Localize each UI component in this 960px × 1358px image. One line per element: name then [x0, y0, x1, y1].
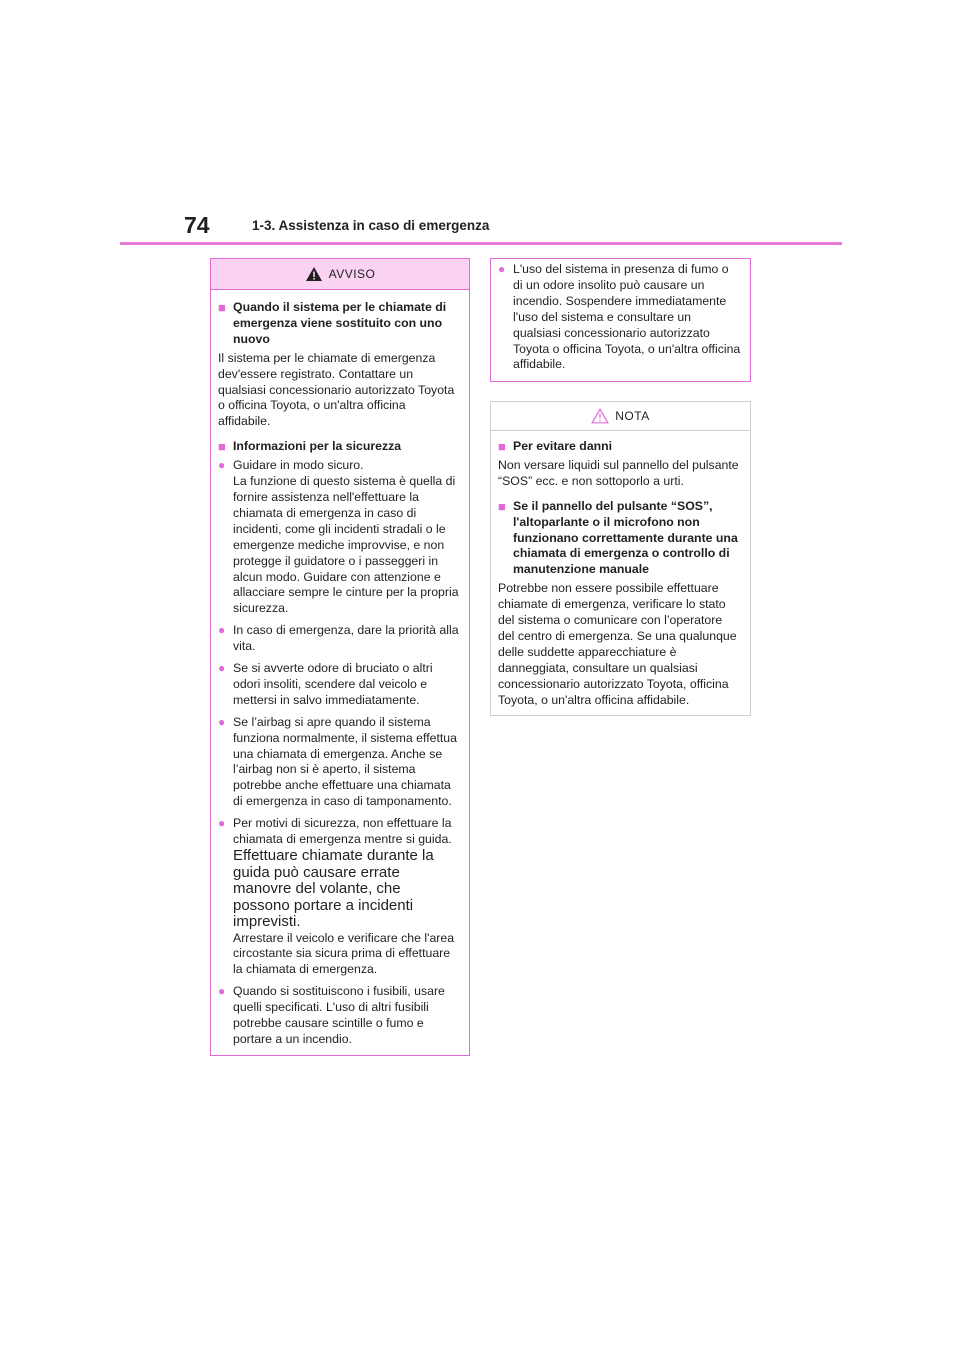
round-bullet-icon: ●: [218, 458, 226, 473]
warning-continued-box: [490, 258, 751, 382]
caution-triangle-icon: [591, 408, 609, 424]
note-header: [491, 402, 750, 431]
section-title: 1-3. Assistenza in caso di emergenza: [252, 218, 490, 233]
round-bullet-icon: ●: [218, 714, 226, 729]
note-heading-2: ■ Se il pannello del pulsante “SOS”, l'altoparlante o il microfono non funzionano correttamente durante una chiamata di emergenza o controllo di manutenzione manuale: [498, 498, 738, 577]
header-rule: [120, 242, 842, 245]
round-bullet-icon: ●: [498, 262, 506, 276]
list-item: ● L'uso del sistema in presenza di fumo o di un odore insolito può causare un incendio. Sospendere immediatamente l'uso del sistema e consultare un qualsiasi concessionario autorizzato Toyota o officina Toyota, o un'altra officina affidabile.: [498, 262, 741, 372]
note-text-2: Potrebbe non essere possibile effettuare chiamate di emergenza, verificare lo stato del sistema o comunicare con l’operatore del centro di emergenza. Se una qualunque delle suddette apparecchiature è danneggiata, consultare un qualsiasi concessionario autorizzato Toyota, officina Toyota, o un'altra officina affidabile.: [498, 581, 737, 707]
round-bullet-icon: ●: [218, 661, 226, 676]
list-item: ● Quando si sostituiscono i fusibili, usare quelli specificati. L'uso di altri fusibili potrebbe causare scintille o fumo e portare a un incendio.: [218, 984, 445, 1046]
list-item: [218, 816, 460, 978]
round-bullet-icon: ●: [218, 623, 226, 638]
list-item: ● In caso di emergenza, dare la priorità alla vita.: [218, 623, 459, 654]
list-item: ● Guidare in modo sicuro. La funzione di questo sistema è quella di fornire assistenza nell'effettuare la chiamata di emergenza in caso di incidenti, come gli incidenti stradali o le emergenze mediche improvvise, e non protegge il guidatore o i passeggeri in alcun modo. Guidare con attenzione e allacciare sempre le cinture per la propria sicurezza.: [218, 458, 459, 616]
round-bullet-icon: ●: [218, 984, 226, 999]
warning-header: [211, 259, 469, 290]
bullet-text-c: Arrestare il veicolo e verificare che l'area circostante sia sicura prima di effettuare la chiamata di emergenza.: [233, 930, 455, 977]
square-bullet-icon: ■: [498, 498, 506, 514]
warning-heading-1: ■ Quando il sistema per le chiamate di emergenza viene sostituito con uno nuovo: [218, 300, 447, 346]
warning-triangle-icon: [305, 266, 323, 282]
note-text-1: Non versare liquidi sul pannello del pulsante “SOS” ecc. e non sottoporlo a urti.: [498, 457, 739, 488]
bullet-text-b: Effettuare chiamate durante la guida può causare errate manovre del volante, che possono portare a incidenti imprevisti.: [233, 847, 434, 930]
warning-text-1: Il sistema per le chiamate di emergenza dev'essere registrato. Contattare un qualsiasi concessionario autorizzato Toyota o officina Toyota, o un'altra officina affidabile.: [218, 350, 455, 429]
warning-title: AVVISO: [328, 267, 376, 281]
warning-box: [210, 258, 470, 1056]
list-item: ● Se si avverte odore di bruciato o altri odori insoliti, scendere dal veicolo e mettersi in salvo immediatamente.: [218, 661, 433, 707]
square-bullet-icon: ■: [498, 439, 506, 454]
page-number: 74: [184, 212, 210, 238]
note-box: [490, 401, 751, 716]
warning-continued-body: [491, 259, 750, 373]
note-body: [491, 431, 750, 709]
list-item: ● Se l’airbag si apre quando il sistema funziona normalmente, il sistema effettua una chiamata di emergenza. Anche se l’airbag non si è aperto, il sistema potrebbe anche effettuare una chiamata di emergenza in caso di tamponamento.: [218, 714, 457, 809]
round-bullet-icon: ●: [218, 816, 226, 831]
warning-body: [211, 290, 469, 1048]
bullet-text-a: Per motivi di sicurezza, non effettuare la chiamata di emergenza mentre si guida.: [233, 816, 452, 847]
note-heading-1: ■ Per evitare danni: [498, 439, 613, 454]
warning-heading-2: ■ Informazioni per la sicurezza: [218, 439, 402, 455]
note-title: NOTA: [615, 409, 650, 423]
square-bullet-icon: ■: [218, 439, 226, 455]
square-bullet-icon: ■: [218, 300, 226, 315]
